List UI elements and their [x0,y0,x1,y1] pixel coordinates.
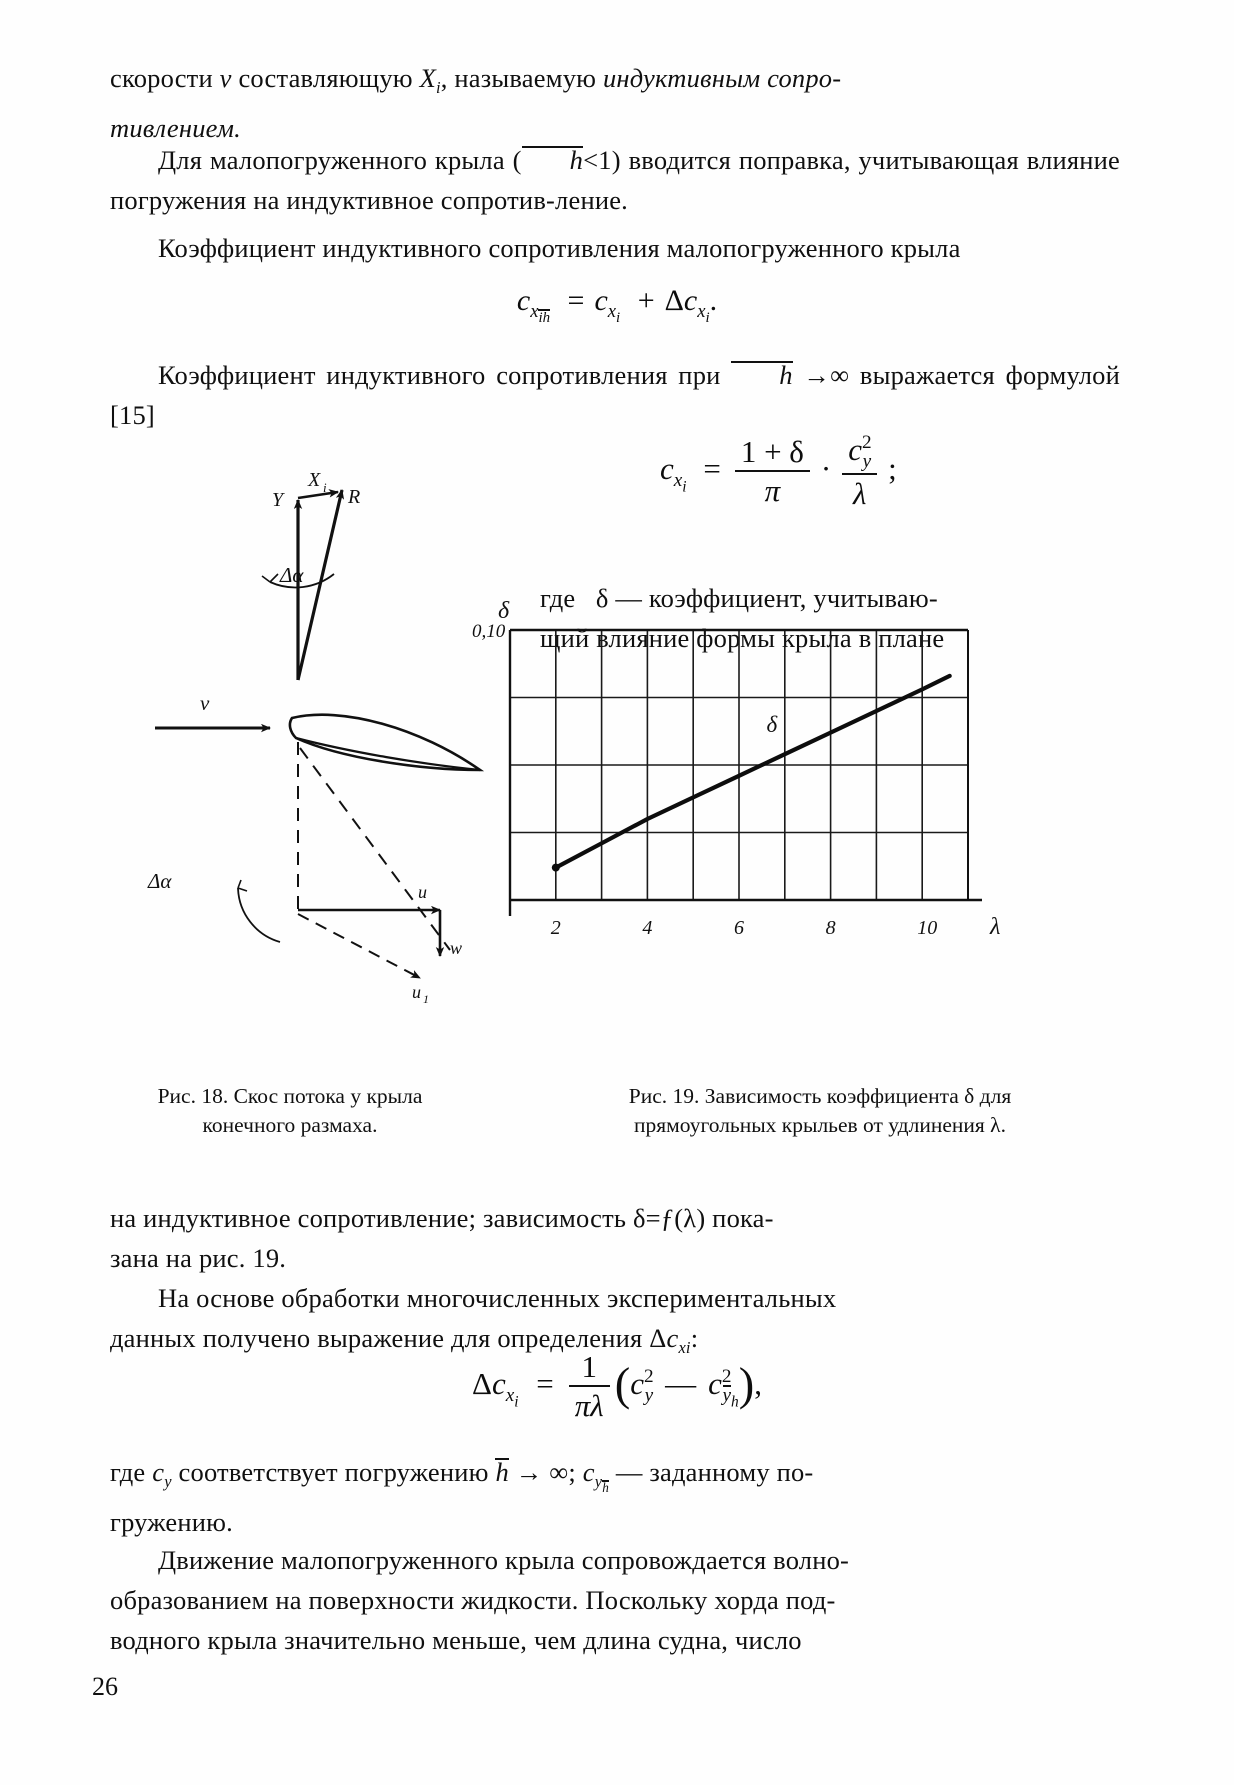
eq3-t1-sup: 2 [644,1365,654,1387]
eq2-fraction-2 [842,432,877,511]
eq3-comma: , [754,1365,762,1401]
equation-3 [0,1350,1234,1423]
eq3-t1-sub: y [644,1385,654,1407]
eq3-denominator: πλ [569,1385,610,1424]
vector-Xi [298,492,338,498]
where-text-c: щий влияние формы крыла в плане [540,623,945,653]
p1-text-italic: индуктивным сопро- [602,63,842,93]
eq1-rhs1-sub-x: x [607,301,617,323]
eq2-num2-sub: y [862,451,872,473]
paragraph-1 [110,58,1120,148]
p1-text-b: составляющую [231,63,420,93]
p1-text-c: , называемую [440,63,603,93]
y-axis-title: δ [498,598,510,624]
eq1-rhs2-c: c [683,284,698,317]
x-axis-title: λ [990,914,1001,940]
where-label: где [540,583,576,613]
eq3-close-paren: ) [738,1359,755,1411]
equation-1 [0,284,1234,327]
label-u1: u [412,982,421,1002]
p6-line2: зана на рис. 19. [110,1243,287,1273]
fig19-caption-line1: Рис. 19. Зависимость коэффициента δ для [628,1084,1012,1108]
p8-cy-sub: y [164,1472,172,1492]
paragraph-4 [110,355,1120,435]
p9-line3: водного крыла значительно меньше, чем длина судна, число [110,1625,802,1655]
p4-text-a: Коэффициент индуктивного сопротивления при [158,360,732,390]
eq1-lhs-sub-x: x [530,301,539,323]
p6-line1: на индуктивное сопротивление; зависимость δ=ƒ(λ) пока- [110,1203,774,1233]
eq2-numerator-2 [842,432,877,473]
fig19-caption-line2: прямоугольных крыльев от удлинения λ. [634,1113,1006,1137]
p8-line2: гружению. [110,1507,233,1538]
p2-text-b: <1) вводится поправка, учитывающая влияние погружения на индуктивное сопротив-ление. [110,145,1120,215]
airfoil-outline [290,715,480,770]
eq1-rhs2-sub-x: x [697,301,706,323]
eq3-lhs-sub-i: i [514,1393,519,1411]
p4-text-b: →∞ выражается формулой [15] [110,360,1120,430]
arc-tick-top [262,574,278,582]
data-line-delta [556,676,950,868]
p4-symbol-hbar: h [731,361,792,388]
where-delta-symbol: δ [595,583,609,613]
eq1-plus: + [637,284,655,317]
figure-18-caption [95,1082,485,1140]
x-tick-label: 2 [550,917,561,939]
p8-where: где [110,1457,153,1487]
figure-18-downwash-diagram [120,470,520,1070]
eq2-lhs-sub-wrap [673,470,687,496]
p1-symbol-X-sub: i [436,78,441,98]
eq3-t1-c: c [630,1365,644,1401]
figure-18-svg [120,470,520,1070]
eq3-t2-sub-y: y [722,1385,732,1407]
figure-19-caption [540,1082,1100,1140]
eq3-lhs-sub-x: x [505,1385,515,1407]
eq2-fraction-1 [735,435,810,508]
p2-text-a: Для малопогруженного крыла ( [158,145,522,175]
x-tick-label: 8 [825,917,836,939]
p3-text: Коэффициент индуктивного сопротивления малопогруженного крыла [158,233,961,263]
label-u1-sub: 1 [423,992,429,1006]
eq2-dot: · [820,450,832,486]
p1-symbol-v: v [219,63,232,93]
where-text-b: — коэффициент, учитываю- [615,583,938,613]
eq2-equals: = [703,450,721,486]
eq1-rhs2-sub-wrap [697,301,710,327]
eq1-rhs2-sub-i: i [705,310,710,327]
p7-line1: На основе обработки многочисленных экспериментальных [158,1283,837,1313]
label-u: u [418,882,427,902]
p7-line2-b: : [690,1323,699,1353]
vector-R [298,490,342,680]
eq3-fraction [569,1350,610,1423]
paragraph-3 [110,228,1120,268]
eq2-lhs-sub-i: i [682,478,687,496]
label-delta-alpha-bottom: Δα [148,869,172,893]
eq3-minus: — [665,1365,697,1401]
p9-line1: Движение малопогруженного крыла сопровождается волно- [158,1545,850,1575]
p7-c: c [666,1323,679,1353]
eq1-equals: = [567,284,585,317]
eq2-semicolon: ; [888,450,897,486]
p1-line2: тивлением. [110,113,241,144]
eq3-numerator: 1 [581,1349,597,1384]
p8-cyh-base: c [582,1457,595,1487]
paragraph-2 [110,140,1120,220]
eq3-open-paren: ( [614,1359,631,1411]
p8-cy [152,1457,172,1492]
arc-tick-bottom [238,880,247,891]
eq1-rhs1-c: c [594,284,608,317]
arc-delta-alpha-bottom [238,888,280,942]
p8-cyh [582,1457,610,1495]
x-tick-label: 10 [917,917,938,939]
label-R: R [348,486,361,508]
p1-symbol-X: X [419,63,436,93]
eq2-num2-sup: 2 [862,432,872,453]
p1-line1 [110,63,842,98]
p1-text-a: скорости [110,63,220,93]
p7-c-sub: xi [678,1338,691,1358]
equation-2 [660,432,897,511]
series-start-marker [552,864,560,872]
eq2-numerator-1: 1 + δ [740,434,804,469]
dashed-slant [300,748,450,950]
chart-tick-labels [472,598,1000,940]
eq3-t2-sub-h: h [731,1393,739,1411]
eq1-lhs-sub-wrap [530,301,551,327]
series-annotation-delta: δ [766,712,778,738]
eq1-rhs1-sub-wrap [607,301,621,327]
chart-series-line [552,676,950,872]
eq1-lhs-sub-ih: ih [538,310,551,327]
p9-line2: образованием на поверхности жидкости. Поскольку хорда под- [110,1585,836,1615]
label-Xi: X [308,469,321,491]
paragraph-6 [110,1198,1120,1278]
p8-text-d: — заданному по- [609,1457,814,1487]
p8-cy-base: c [152,1457,165,1487]
p8-text-c: → ∞; [508,1457,583,1487]
p7-delta: Δ [649,1323,667,1353]
chart-gridlines [510,630,968,900]
eq3-equals: = [536,1365,554,1401]
eq1-lhs-c: c [516,284,531,317]
p8-hbar: h [495,1457,509,1487]
fig18-caption-line1: Рис. 18. Скос потока у крыла [157,1084,423,1108]
p2-symbol-hbar: h [522,146,583,173]
eq3-t2-c: c [708,1365,722,1401]
p8-cyh-sub-wrap [594,1472,610,1495]
label-Xi-sub: i [323,480,327,495]
p8-cyh-sub-h: h [602,1479,610,1495]
eq3-lhs-sub-wrap [505,1385,519,1411]
eq1-period: . [709,284,718,317]
label-Y: Y [272,489,284,511]
vector-u1 [298,914,420,978]
p8-cyh-sub-y: y [594,1472,603,1492]
label-w: w [450,938,463,958]
paragraph-8 [110,1452,1120,1542]
paragraph-9 [110,1540,1120,1660]
label-v: v [200,691,210,715]
page-number: 26 [92,1672,118,1701]
eq3-t2-sup: 2 [721,1365,732,1387]
eq3-delta: Δ [472,1365,492,1401]
eq2-denominator-1: π [735,470,810,509]
eq2-lhs-sub-x: x [673,470,683,492]
x-tick-label: 4 [642,917,653,939]
p8-text-b: соответствует погружению [171,1457,496,1487]
eq1-delta: Δ [664,284,684,317]
p7-line2-a: данных получено выражение для определения [110,1323,650,1353]
eq2-num2-c: c [848,431,862,467]
p7-inline-dcxi [649,1323,691,1358]
x-tick-label: 6 [734,917,744,939]
eq3-t2-sub-wrap [722,1385,739,1411]
eq2-denominator-2: λ [842,473,877,512]
y-tick-label: 0,10 [472,621,506,642]
fig18-caption-line2: конечного размаха. [202,1113,378,1137]
eq1-rhs1-sub-i: i [616,310,621,327]
label-delta-alpha-top: Δα [280,563,304,587]
eq2-lhs-c: c [660,450,674,486]
eq3-lhs-c: c [491,1365,506,1401]
